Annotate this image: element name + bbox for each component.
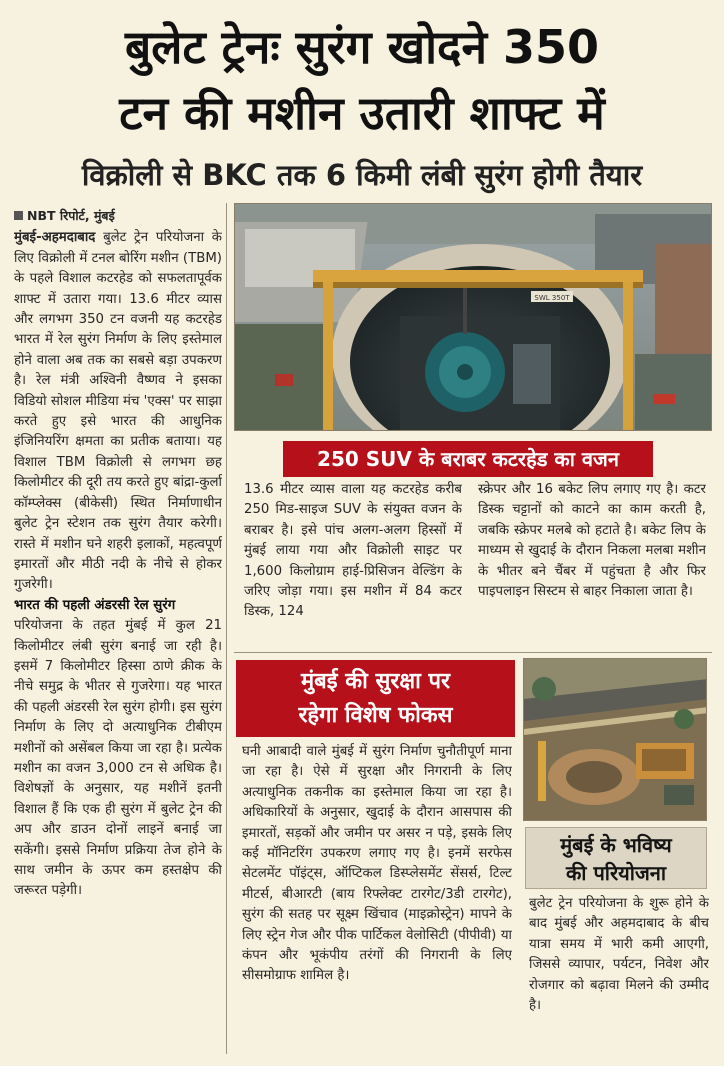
box-divider bbox=[234, 652, 712, 653]
safety-box-body: घनी आबादी वाले मुंबई में सुरंग निर्माण चुनौतीपूर्ण माना जा रहा है। ऐसे में सुरक्षा और निगरानी के लिए अत्याधुनिक तकनीक का इस्तेमाल किया जा रहा है। अधिकारियों के अनुसार, खुदाई के दौरान आसपास की इमारतों, सड़कों और जमीन पर असर न पड़े, इसके लिए कई मॉनिटरिंग उपकरण लगाए गए है। इनमें सरफेस सेटलमेंट पॉइंट्स, ऑप्टिकल डिस्प्लेसमेंट सेंसर्स, टिल्ट मीटर्स, बीआरटी (बाय रिफ्लेक्ट टारगेट/3डी टारगेट), सुरंग की सतह पर सूक्ष्म खिंचाव (माइक्रोस्ट्रेन) मापने के लिए स्ट्रेन गेज और पीक पार्टिकल वेलोसिटी (पीपीवी) या कंपन और भूकंपीय तरंगों की निगरानी के लिए सीसमोग्राफ शामिल है। bbox=[242, 744, 512, 984]
article-paragraph-1 bbox=[14, 228, 222, 595]
safety-heading-line-2: रहेगा विशेष फोकस bbox=[298, 703, 453, 728]
section-subhead: भारत की पहली अंडरसी रेल सुरंग bbox=[14, 597, 176, 613]
left-article-column bbox=[14, 206, 222, 1054]
suv-box-column-1: 13.6 मीटर व्यास वाला यह कटरहेड करीब 250 मिड-साइज SUV के संयुक्त वजन के बराबर है। इसे पांच अलग-अलग हिस्सों में मुंबई लाया गया और विक्रोली साइट पर 1,600 किलोग्राम हाई-प्रिसिजन वेल्डिंग के जरिए जोड़ा गया। इस मशीन में 84 कटर डिस्क, 124 bbox=[244, 482, 462, 620]
headline-line-1: बुलेट ट्रेनः सुरंग खोदने 350 bbox=[124, 20, 600, 74]
construction-shaft-illustration bbox=[235, 204, 712, 431]
safety-heading-line-1: मुंबई की सुरक्षा पर bbox=[301, 669, 450, 694]
construction-shaft-photo bbox=[234, 203, 712, 431]
future-project-heading bbox=[525, 827, 707, 889]
headline-line-2: टन की मशीन उतारी शाफ्ट में bbox=[119, 86, 605, 140]
article-paragraph-2: परियोजना के तहत मुंबई में कुल 21 किलोमीटर लंबी सुरंग बनाई जा रही है। इसमें 7 किलोमीटर हिस्सा ठाणे क्रीक के नीचे समुद्र के भीतर से गुजरेगा। यह भारत की पहली अंडरसी रेल सुरंग होगी। इस सुरंग निर्माण के लिए दो अत्याधुनिक टीबीएम मशीनों को असेंबल किया जा रहा है। प्रत्येक मशीन का वजन 3,000 टन से अधिक है। विशेषज्ञों के अनुसार, यह मशीनें इतनी विशाल हैं कि एक ही सुरंग में बुलेट ट्रेन की अप और डाउन दोनों लाइनें बनाई जा सकेंगी। इससे निर्माण प्रक्रिया तेज होने के साथ जमीन के ऊपर कम हस्तक्षेप की जरूरत पड़ेगी। bbox=[14, 618, 222, 899]
sub-headline: विक्रोली से BKC तक 6 किमी लंबी सुरंग होगी तैयार bbox=[81, 158, 643, 192]
aerial-site-photo bbox=[523, 658, 707, 821]
gantry-sign-text: SWL 350T bbox=[534, 294, 570, 302]
byline bbox=[14, 206, 222, 226]
column-divider bbox=[226, 203, 227, 1054]
future-box-body: बुलेट ट्रेन परियोजना के शुरू होने के बाद मुंबई और अहमदाबाद के बीच यात्रा समय में भारी कमी आएगी, जिससे व्यापार, पर्यटन, निवेश और रोजगार को बढ़ावा मिलने की उम्मीद है। bbox=[529, 896, 709, 1014]
suv-box-column-2: स्क्रेपर और 16 बकेट लिप लगाए गए है। कटर डिस्क चट्टानों को काटने का काम करती है, जबकि स्क्रेपर मलबे को हटाते है। बकेट लिप के माध्यम से खुदाई के दौरान निकला मलबा मशीन के भीतर बने चैंबर में पहुंचता है और फिर पाइपलाइन सिस्टम से बाहर निकाला जाता है। bbox=[478, 482, 706, 600]
dateline: मुंबई-अहमदाबाद bbox=[14, 230, 96, 246]
article-paragraph-1-text: बुलेट ट्रेन परियोजना के लिए विक्रोली में टनल बोरिंग मशीन (TBM) के पहले विशाल कटरहेड को सफलतापूर्वक शाफ्ट में उतारा गया। 13.6 मीटर व्यास और लगभग 350 टन वजनी यह कटरहेड भारत में रेल सुरंग निर्माण के लिए इस्तेमाल होने वाला अब तक का सबसे बड़ा उपकरण है। रेल मंत्री अश्विनी वैष्णव ने इसका विडियो सोशल मीडिया मंच 'एक्स' पर साझा करते हुए इसे भारत की आधुनिक इंजिनियरिंग क्षमता का प्रतीक बताया। यह विशाल TBM विक्रोली से लगभग छह किलोमीटर की दूरी तय करते हुए बांद्रा-कुर्ला कॉम्प्लेक्स (बीकेसी) स्थित निर्माणाधीन बुलेट ट्रेन स्टेशन तक सुरंग तैयार करेगी। रास्ते में मशीन घने शहरी इलाकों, महत्वपूर्ण इमारतों और मीठी नदी के नीचे से होकर गुजरेगी। bbox=[14, 230, 222, 593]
byline-text: NBT रिपोर्ट, मुंबई bbox=[27, 208, 115, 223]
future-heading-line-2: की परियोजना bbox=[565, 861, 667, 885]
suv-weight-heading: 250 SUV के बराबर कटरहेड का वजन bbox=[283, 441, 653, 477]
safety-focus-heading bbox=[236, 660, 515, 737]
aerial-site-illustration bbox=[524, 659, 707, 821]
future-heading-line-1: मुंबई के भविष्य bbox=[560, 833, 672, 857]
square-bullet-icon bbox=[14, 211, 23, 220]
